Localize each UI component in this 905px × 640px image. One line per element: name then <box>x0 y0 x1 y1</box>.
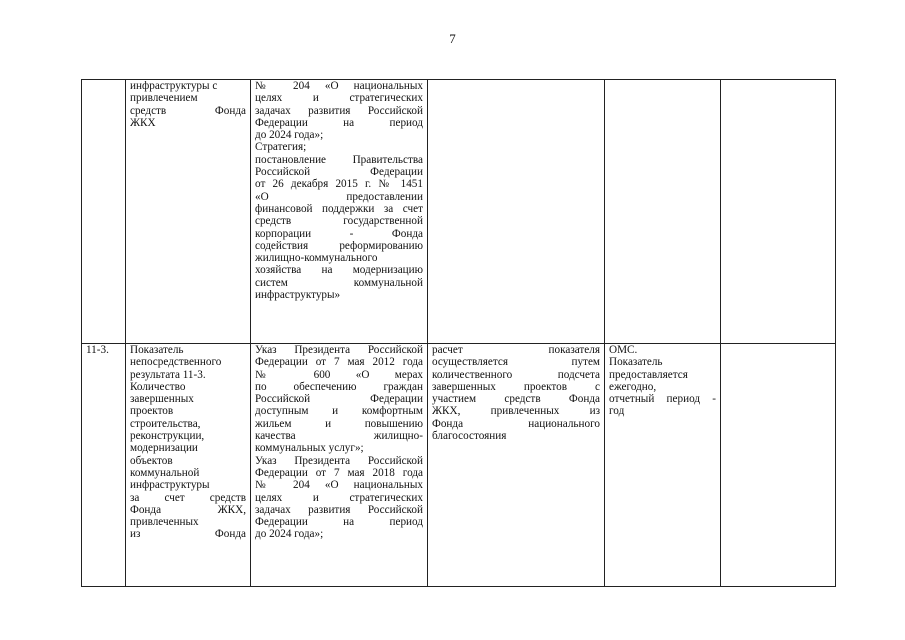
text-line: средств государственной <box>255 215 423 228</box>
text-line: целях и стратегических <box>255 92 423 105</box>
text-line: хозяйства на модернизацию <box>255 264 423 277</box>
text-line: ЖКХ <box>130 116 156 129</box>
text-line: Показатель <box>609 356 663 369</box>
text-line: Показатель <box>130 344 184 356</box>
indicator-name-cell <box>126 344 251 587</box>
text-line: качества жилищно- <box>255 430 423 443</box>
text-line: № 204 «О национальных <box>255 479 423 492</box>
text-line: реконструкции, <box>130 430 205 443</box>
text-line: инфраструктуры с <box>130 80 218 92</box>
text-line: инфраструктуры <box>130 479 210 492</box>
text-line: участием средств Фонда <box>432 393 600 406</box>
text-line: Фонда ЖКХ, <box>130 503 246 516</box>
text-line: привлечением <box>130 92 198 105</box>
row-number: 11-3. <box>86 344 109 356</box>
text-line: до 2024 года»; <box>255 528 324 541</box>
row-number-cell <box>82 344 126 587</box>
text-line: завершенных <box>130 393 194 406</box>
text-line: благосостояния <box>432 430 507 443</box>
text-line: Указ Президента Российской <box>255 344 423 356</box>
text-line: Федерации от 7 мая 2012 года <box>255 356 423 369</box>
text-line: проектов <box>130 405 174 418</box>
text-line: «О предоставлении <box>255 190 423 203</box>
text-line: коммунальной <box>130 466 200 479</box>
text-line: предоставляется <box>609 368 688 381</box>
text-line: год <box>609 405 625 418</box>
text-line: задачах развития Российской <box>255 104 423 117</box>
data-source-cell <box>605 344 721 587</box>
text-line: ЖКХ, привлеченных из <box>432 405 600 418</box>
text-line: Федерации на период <box>255 116 423 129</box>
text-line: отчетный период - <box>609 393 716 406</box>
text-line: содействия реформированию <box>255 239 423 252</box>
calculation-method-cell <box>428 80 605 344</box>
text-line: ОМС. <box>609 344 638 356</box>
text-line: корпорации - Фонда <box>255 227 423 240</box>
legal-basis-cell <box>251 80 428 344</box>
legal-basis-cell <box>251 344 428 587</box>
text-line: Федерации на период <box>255 516 423 529</box>
text-line: жилищно-коммунального <box>255 252 378 265</box>
empty-cell <box>721 344 836 587</box>
page-number: 7 <box>449 31 456 46</box>
text-line: целях и стратегических <box>255 491 423 504</box>
text-line: средств Фонда <box>130 104 246 117</box>
text-line: Российской Федерации <box>255 393 423 406</box>
text-line: № 600 «О мерах <box>255 368 423 381</box>
row-number-cell <box>82 80 126 344</box>
text-line: количественного подсчета <box>432 368 600 381</box>
text-line: доступным и комфортным <box>255 405 423 418</box>
text-line: завершенных проектов с <box>432 380 600 393</box>
text-line: объектов <box>130 454 173 467</box>
text-line: систем коммунальной <box>255 276 423 289</box>
text-line: инфраструктуры» <box>255 289 341 302</box>
indicator-name-cell <box>126 80 251 344</box>
text-line: от 26 декабря 2015 г. № 1451 <box>255 178 423 191</box>
text-line: задачах развития Российской <box>255 503 423 516</box>
text-line: жильем и повышению <box>255 417 423 430</box>
text-line: модернизации <box>130 442 198 455</box>
empty-cell <box>721 80 836 344</box>
text-line: непосредственного <box>130 356 222 369</box>
table-row <box>82 344 836 587</box>
indicator-table <box>81 79 836 587</box>
text-line: расчет показателя <box>432 344 600 356</box>
data-source-cell <box>605 80 721 344</box>
text-line: коммунальных услуг»; <box>255 442 364 455</box>
text-line: за счет средств <box>130 491 246 504</box>
text-line: ежегодно, <box>609 380 657 393</box>
table-row <box>82 80 836 344</box>
text-line: из Фонда <box>130 528 246 541</box>
text-line: Количество <box>130 380 186 393</box>
text-line: финансовой поддержки за счет <box>255 202 423 215</box>
text-line: привлеченных <box>130 516 199 529</box>
text-line: Федерации от 7 мая 2018 года <box>255 466 423 479</box>
text-line: Стратегия; <box>255 141 307 154</box>
text-line: результата 11-3. <box>130 368 206 381</box>
text-line: № 204 «О национальных <box>255 80 423 92</box>
text-line: осуществляется путем <box>432 356 600 369</box>
text-line: постановление Правительства <box>255 153 423 166</box>
text-line: Фонда национального <box>432 417 600 430</box>
text-line: Российской Федерации <box>255 166 423 179</box>
text-line: строительства, <box>130 417 201 430</box>
text-line: до 2024 года»; <box>255 129 324 142</box>
text-line: Указ Президента Российской <box>255 454 423 467</box>
text-line: по обеспечению граждан <box>255 380 423 393</box>
calculation-method-cell <box>428 344 605 587</box>
